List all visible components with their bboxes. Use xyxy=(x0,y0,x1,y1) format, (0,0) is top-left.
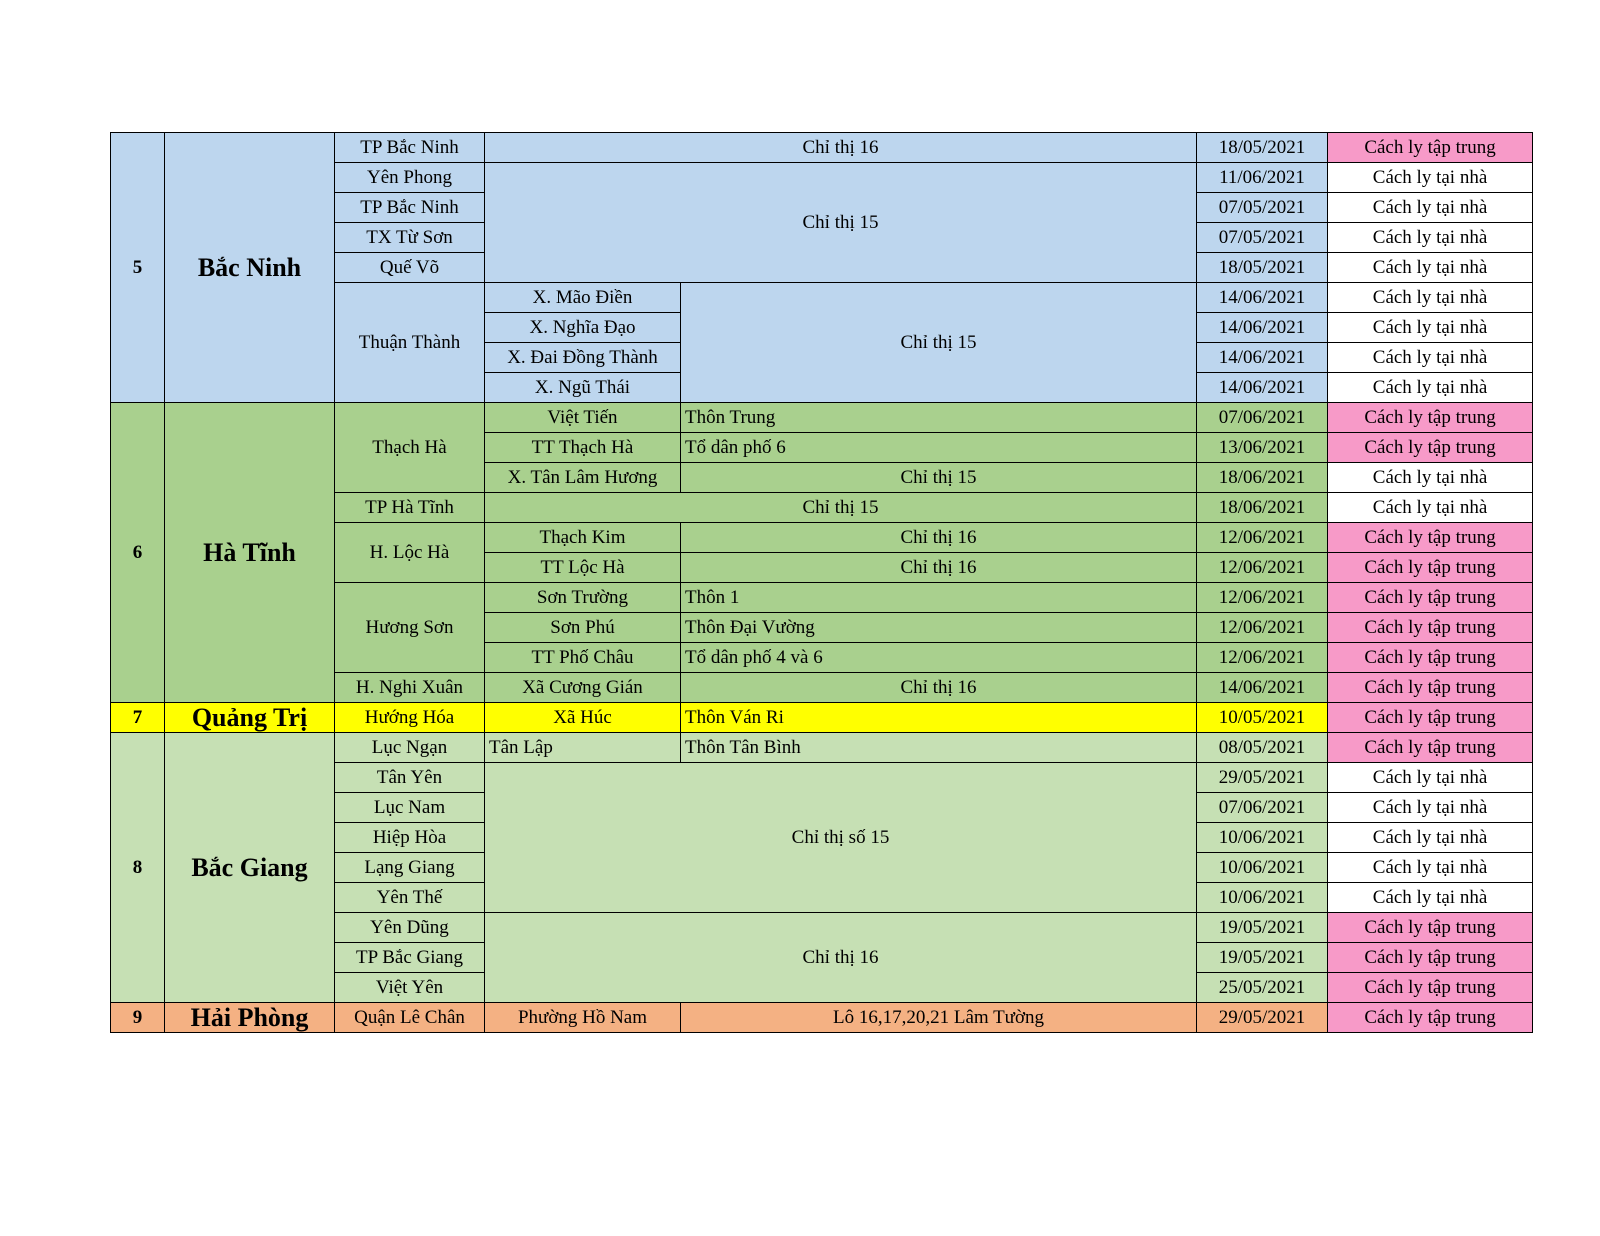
area-cell: Hương Sơn xyxy=(335,583,485,673)
area-cell: Chỉ thị 16 xyxy=(681,523,1197,553)
date-cell: 07/05/2021 xyxy=(1197,223,1328,253)
date-cell: 19/05/2021 xyxy=(1197,913,1328,943)
date-cell: 14/06/2021 xyxy=(1197,283,1328,313)
area-cell: X. Tân Lâm Hương xyxy=(485,463,681,493)
area-cell: Lục Ngạn xyxy=(335,733,485,763)
area-cell: Lạng Giang xyxy=(335,853,485,883)
date-cell: 14/06/2021 xyxy=(1197,313,1328,343)
quarantine-status-cell: Cách ly tại nhà xyxy=(1328,493,1533,523)
area-cell: Quế Võ xyxy=(335,253,485,283)
area-cell: H. Lộc Hà xyxy=(335,523,485,583)
quarantine-status-cell: Cách ly tập trung xyxy=(1328,643,1533,673)
area-cell: Lục Nam xyxy=(335,793,485,823)
quarantine-status-cell: Cách ly tập trung xyxy=(1328,583,1533,613)
date-cell: 12/06/2021 xyxy=(1197,613,1328,643)
row-number-cell: 9 xyxy=(111,1003,165,1033)
table-row xyxy=(111,403,1533,433)
date-cell: 08/05/2021 xyxy=(1197,733,1328,763)
area-cell: Chỉ thị 16 xyxy=(485,133,1197,163)
date-cell: 14/06/2021 xyxy=(1197,673,1328,703)
province-cell: Hải Phòng xyxy=(165,1003,335,1033)
area-cell: H. Nghi Xuân xyxy=(335,673,485,703)
quarantine-status-cell: Cách ly tập trung xyxy=(1328,973,1533,1003)
quarantine-status-cell: Cách ly tập trung xyxy=(1328,553,1533,583)
table-row xyxy=(111,133,1533,163)
date-cell: 12/06/2021 xyxy=(1197,553,1328,583)
province-cell: Bắc Giang xyxy=(165,733,335,1003)
area-cell: TX Từ Sơn xyxy=(335,223,485,253)
quarantine-status-cell: Cách ly tại nhà xyxy=(1328,763,1533,793)
date-cell: 19/05/2021 xyxy=(1197,943,1328,973)
table-row xyxy=(111,733,1533,763)
row-number-cell: 7 xyxy=(111,703,165,733)
area-cell: TP Hà Tĩnh xyxy=(335,493,485,523)
date-cell: 29/05/2021 xyxy=(1197,763,1328,793)
date-cell: 18/06/2021 xyxy=(1197,493,1328,523)
quarantine-status-cell: Cách ly tại nhà xyxy=(1328,853,1533,883)
area-cell: Lô 16,17,20,21 Lâm Tường xyxy=(681,1003,1197,1033)
date-cell: 29/05/2021 xyxy=(1197,1003,1328,1033)
area-cell: Chỉ thị 15 xyxy=(485,163,1197,283)
quarantine-status-cell: Cách ly tập trung xyxy=(1328,523,1533,553)
table-row xyxy=(111,703,1533,733)
area-cell: Xã Húc xyxy=(485,703,681,733)
date-cell: 18/05/2021 xyxy=(1197,253,1328,283)
area-cell: Tân Yên xyxy=(335,763,485,793)
area-cell: TP Bắc Ninh xyxy=(335,193,485,223)
area-cell: Sơn Trường xyxy=(485,583,681,613)
area-cell: Thôn Trung xyxy=(681,403,1197,433)
quarantine-status-cell: Cách ly tập trung xyxy=(1328,943,1533,973)
area-cell: X. Nghĩa Đạo xyxy=(485,313,681,343)
date-cell: 10/06/2021 xyxy=(1197,823,1328,853)
area-cell: TP Bắc Giang xyxy=(335,943,485,973)
area-cell: Yên Dũng xyxy=(335,913,485,943)
area-cell: Chỉ thị 16 xyxy=(681,553,1197,583)
area-cell: Thuận Thành xyxy=(335,283,485,403)
area-cell: Chỉ thị 15 xyxy=(681,463,1197,493)
quarantine-status-cell: Cách ly tập trung xyxy=(1328,703,1533,733)
area-cell: Phường Hồ Nam xyxy=(485,1003,681,1033)
area-cell: Việt Yên xyxy=(335,973,485,1003)
area-cell: Tổ dân phố 4 và 6 xyxy=(681,643,1197,673)
province-cell: Bắc Ninh xyxy=(165,133,335,403)
date-cell: 07/05/2021 xyxy=(1197,193,1328,223)
quarantine-status-cell: Cách ly tập trung xyxy=(1328,733,1533,763)
quarantine-table xyxy=(110,132,1533,1033)
area-cell: Tổ dân phố 6 xyxy=(681,433,1197,463)
area-cell: X. Ngũ Thái xyxy=(485,373,681,403)
area-cell: Quận Lê Chân xyxy=(335,1003,485,1033)
area-cell: Yên Thế xyxy=(335,883,485,913)
quarantine-status-cell: Cách ly tập trung xyxy=(1328,673,1533,703)
date-cell: 10/06/2021 xyxy=(1197,883,1328,913)
row-number-cell: 6 xyxy=(111,403,165,703)
table-body xyxy=(111,133,1533,1033)
quarantine-status-cell: Cách ly tại nhà xyxy=(1328,373,1533,403)
area-cell: X. Mão Điền xyxy=(485,283,681,313)
province-cell: Hà Tĩnh xyxy=(165,403,335,703)
date-cell: 18/06/2021 xyxy=(1197,463,1328,493)
date-cell: 11/06/2021 xyxy=(1197,163,1328,193)
area-cell: Việt Tiến xyxy=(485,403,681,433)
area-cell: Sơn Phú xyxy=(485,613,681,643)
quarantine-status-cell: Cách ly tại nhà xyxy=(1328,823,1533,853)
quarantine-status-cell: Cách ly tại nhà xyxy=(1328,283,1533,313)
area-cell: TP Bắc Ninh xyxy=(335,133,485,163)
row-number-cell: 5 xyxy=(111,133,165,403)
date-cell: 12/06/2021 xyxy=(1197,523,1328,553)
area-cell: Chỉ thị 15 xyxy=(485,493,1197,523)
area-cell: X. Đai Đồng Thành xyxy=(485,343,681,373)
area-cell: Chỉ thị 15 xyxy=(681,283,1197,403)
quarantine-status-cell: Cách ly tại nhà xyxy=(1328,223,1533,253)
date-cell: 07/06/2021 xyxy=(1197,403,1328,433)
area-cell: Thạch Kim xyxy=(485,523,681,553)
quarantine-status-cell: Cách ly tập trung xyxy=(1328,433,1533,463)
province-cell: Quảng Trị xyxy=(165,703,335,733)
area-cell: TT Phố Châu xyxy=(485,643,681,673)
quarantine-status-cell: Cách ly tại nhà xyxy=(1328,463,1533,493)
area-cell: Thôn Tân Bình xyxy=(681,733,1197,763)
area-cell: Thôn Đại Vường xyxy=(681,613,1197,643)
quarantine-status-cell: Cách ly tập trung xyxy=(1328,133,1533,163)
date-cell: 10/05/2021 xyxy=(1197,703,1328,733)
area-cell: Yên Phong xyxy=(335,163,485,193)
date-cell: 12/06/2021 xyxy=(1197,583,1328,613)
quarantine-status-cell: Cách ly tại nhà xyxy=(1328,193,1533,223)
quarantine-status-cell: Cách ly tập trung xyxy=(1328,403,1533,433)
quarantine-status-cell: Cách ly tập trung xyxy=(1328,613,1533,643)
date-cell: 13/06/2021 xyxy=(1197,433,1328,463)
date-cell: 10/06/2021 xyxy=(1197,853,1328,883)
date-cell: 12/06/2021 xyxy=(1197,643,1328,673)
row-number-cell: 8 xyxy=(111,733,165,1003)
table-row xyxy=(111,1003,1533,1033)
area-cell: Thạch Hà xyxy=(335,403,485,493)
quarantine-status-cell: Cách ly tại nhà xyxy=(1328,343,1533,373)
quarantine-status-cell: Cách ly tại nhà xyxy=(1328,163,1533,193)
area-cell: Chỉ thị số 15 xyxy=(485,763,1197,913)
area-cell: Hướng Hóa xyxy=(335,703,485,733)
date-cell: 14/06/2021 xyxy=(1197,373,1328,403)
area-cell: Hiệp Hòa xyxy=(335,823,485,853)
quarantine-status-cell: Cách ly tại nhà xyxy=(1328,883,1533,913)
quarantine-status-cell: Cách ly tại nhà xyxy=(1328,793,1533,823)
area-cell: Chỉ thị 16 xyxy=(485,913,1197,1003)
date-cell: 07/06/2021 xyxy=(1197,793,1328,823)
date-cell: 14/06/2021 xyxy=(1197,343,1328,373)
date-cell: 18/05/2021 xyxy=(1197,133,1328,163)
quarantine-status-cell: Cách ly tại nhà xyxy=(1328,253,1533,283)
area-cell: Tân Lập xyxy=(485,733,681,763)
area-cell: Thôn 1 xyxy=(681,583,1197,613)
area-cell: Chỉ thị 16 xyxy=(681,673,1197,703)
area-cell: Xã Cương Gián xyxy=(485,673,681,703)
quarantine-status-cell: Cách ly tập trung xyxy=(1328,913,1533,943)
area-cell: TT Thạch Hà xyxy=(485,433,681,463)
area-cell: TT Lộc Hà xyxy=(485,553,681,583)
quarantine-status-cell: Cách ly tập trung xyxy=(1328,1003,1533,1033)
date-cell: 25/05/2021 xyxy=(1197,973,1328,1003)
quarantine-status-cell: Cách ly tại nhà xyxy=(1328,313,1533,343)
area-cell: Thôn Ván Ri xyxy=(681,703,1197,733)
